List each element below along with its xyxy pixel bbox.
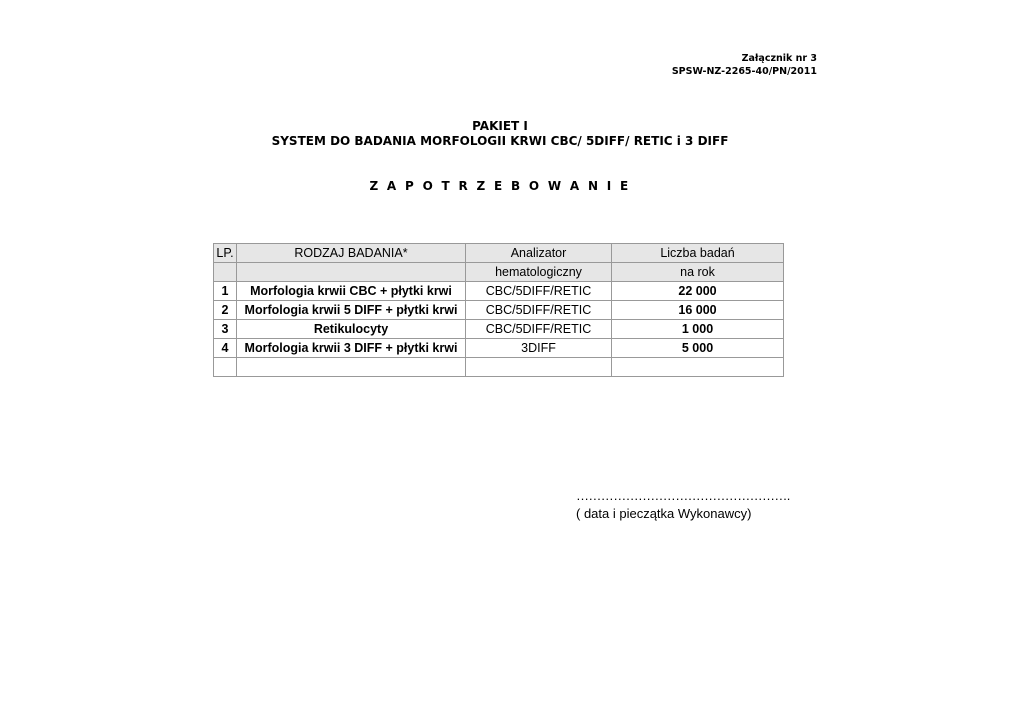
signature-line: ……………………………………………. [576,488,790,503]
header-test-count: Liczba badań [612,244,784,263]
system-title: SYSTEM DO BADANIA MORFOLOGII KRWI CBC/ 5DIFF/ RETIC i 3 DIFF [271,134,729,148]
row-test-name: Morfologia krwii 5 DIFF + płytki krwi [237,301,466,320]
demand-table [213,243,784,377]
row-count: 22 000 [612,282,784,301]
header-test-type: RODZAJ BADANIA* [237,244,466,263]
annex-number: Załącznik nr 3 [741,53,817,64]
table-header-row [214,244,784,263]
row-analyzer: CBC/5DIFF/RETIC [466,282,612,301]
header-analyzer-cont: hematologiczny [466,263,612,282]
signature-block [576,487,790,523]
table-header-row [214,263,784,282]
table-row-empty [214,358,784,377]
row-count: 16 000 [612,301,784,320]
document-title [0,119,1000,149]
header-lp-cont [214,263,237,282]
row-lp: 4 [214,339,237,358]
row-analyzer: CBC/5DIFF/RETIC [466,320,612,339]
table-row [214,320,784,339]
empty-cell [214,358,237,377]
row-lp: 2 [214,301,237,320]
table-row [214,301,784,320]
table-row [214,282,784,301]
empty-cell [466,358,612,377]
row-count: 1 000 [612,320,784,339]
row-lp: 3 [214,320,237,339]
empty-cell [612,358,784,377]
row-count: 5 000 [612,339,784,358]
annex-reference [630,52,817,78]
header-test-type-cont [237,263,466,282]
row-analyzer: 3DIFF [466,339,612,358]
table-row [214,339,784,358]
row-analyzer: CBC/5DIFF/RETIC [466,301,612,320]
package-title: PAKIET I [472,119,528,133]
header-analyzer: Analizator [466,244,612,263]
empty-cell [237,358,466,377]
header-lp: LP. [214,244,237,263]
demand-heading: Z A P O T R Z E B O W A N I E [369,179,631,193]
signature-caption: ( data i pieczątka Wykonawcy) [576,506,752,521]
row-lp: 1 [214,282,237,301]
row-test-name: Morfologia krwii CBC + płytki krwi [237,282,466,301]
row-test-name: Morfologia krwii 3 DIFF + płytki krwi [237,339,466,358]
header-test-count-cont: na rok [612,263,784,282]
case-number: SPSW-NZ-2265-40/PN/2011 [671,66,817,77]
row-test-name: Retikulocyty [237,320,466,339]
